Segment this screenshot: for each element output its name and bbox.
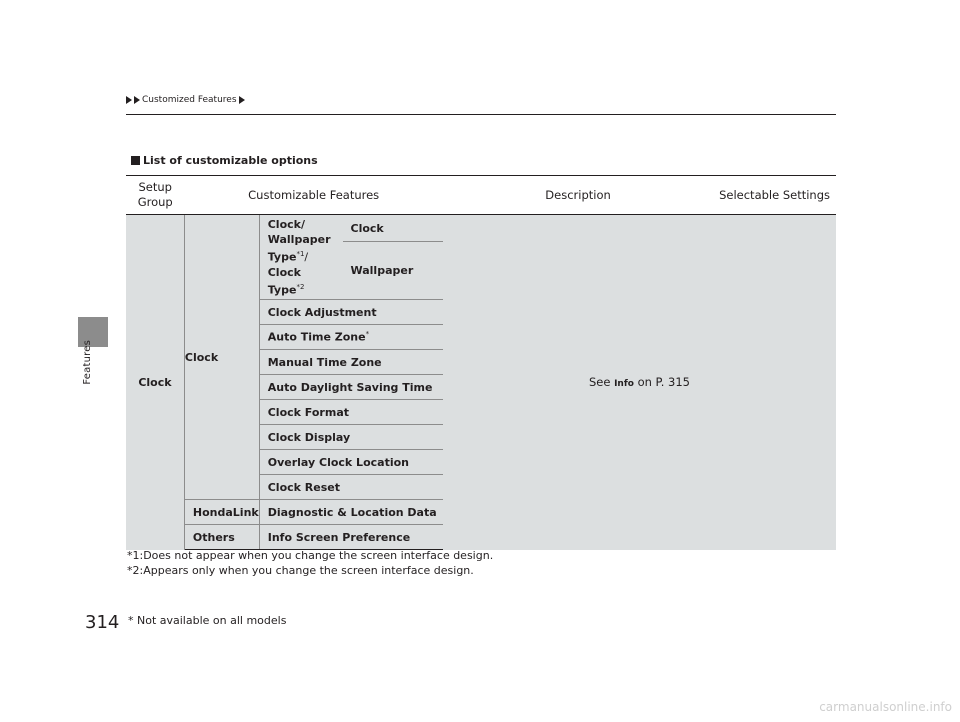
- item-info-screen-preference: Info Screen Preference: [259, 525, 443, 550]
- section-heading: [131, 154, 318, 167]
- square-bullet-icon: [131, 156, 140, 165]
- options-table: [126, 175, 836, 550]
- item-clock-format: Clock Format: [259, 400, 443, 425]
- item-auto-daylight-saving: Auto Daylight Saving Time: [259, 375, 443, 400]
- triangle-right-icon: [126, 96, 132, 104]
- item-clock-reset: Clock Reset: [259, 475, 443, 500]
- header-setup-group: Setup Group: [126, 176, 184, 215]
- footnote-2: *2:Appears only when you change the screen interface design.: [127, 564, 474, 577]
- subgroup-clock: Clock: [184, 215, 259, 500]
- item-manual-time-zone: Manual Time Zone: [259, 350, 443, 375]
- footnote-1: *1:Does not appear when you change the screen interface design.: [127, 549, 494, 562]
- item-wallpaper: Wallpaper: [343, 242, 443, 300]
- item-diagnostic-location-data: Diagnostic & Location Data: [259, 500, 443, 525]
- item-clock-adjustment: Clock Adjustment: [259, 300, 443, 325]
- subgroup-others: Others: [184, 525, 259, 550]
- header-description: Description: [443, 176, 713, 215]
- side-section-label: Features: [82, 340, 93, 385]
- item-auto-time-zone: Auto Time Zone*: [259, 325, 443, 350]
- page-number: 314: [85, 612, 120, 633]
- watermark: carmanualsonline.info: [819, 700, 952, 714]
- header-customizable-features: Customizable Features: [184, 176, 443, 215]
- section-title: List of customizable options: [143, 154, 318, 167]
- item-clock: Clock: [343, 215, 443, 242]
- item-overlay-clock-location: Overlay Clock Location: [259, 450, 443, 475]
- triangle-right-icon: [239, 96, 245, 104]
- description-cell: See Info on P. 315: [443, 215, 836, 550]
- subgroup-hondalink: HondaLink: [184, 500, 259, 525]
- breadcrumb: [126, 95, 245, 105]
- not-available-note: * Not available on all models: [128, 614, 287, 627]
- header-selectable-settings: Selectable Settings: [713, 176, 836, 215]
- item-clock-display: Clock Display: [259, 425, 443, 450]
- table-header-row: [126, 176, 836, 215]
- breadcrumb-label: Customized Features: [142, 95, 237, 105]
- triangle-right-icon: [134, 96, 140, 104]
- table-row: [126, 215, 836, 242]
- clock-wallpaper-type-cell: Clock/ Wallpaper Type$^{*1}$/ Clock Type$^{*2}$: [259, 215, 342, 300]
- group-clock: Clock: [126, 215, 184, 550]
- header-rule: [126, 114, 836, 115]
